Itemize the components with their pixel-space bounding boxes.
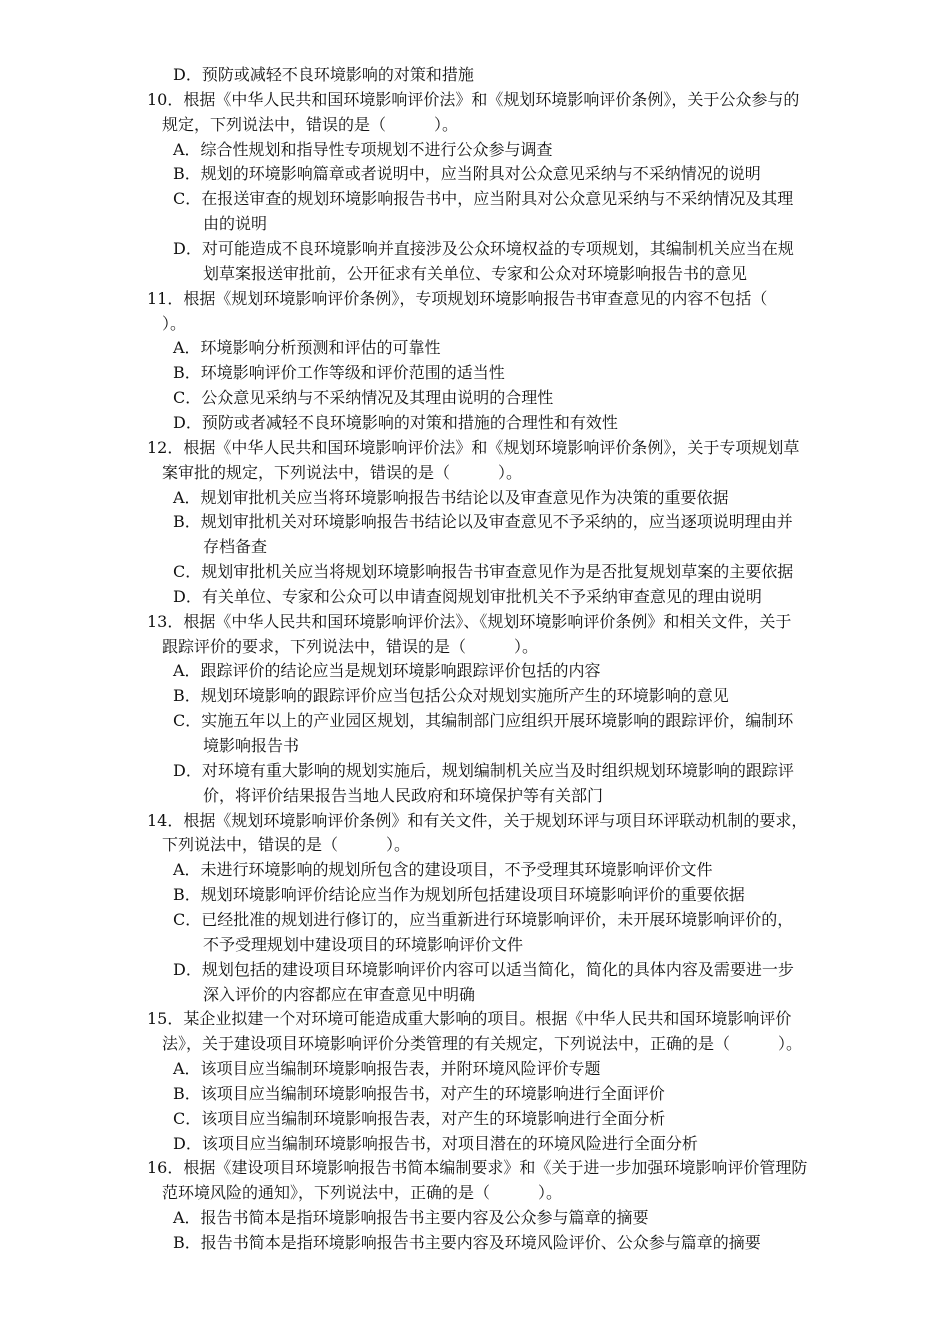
option-line: C．公众意见采纳与不采纳情况及其理由说明的合理性: [173, 388, 554, 408]
option-line: D．对可能造成不良环境影响并直接涉及公众环境权益的专项规划，其编制机关应当在规: [173, 239, 794, 258]
option-line: B．规划审批机关对环境影响报告书结论以及审查意见不予采纳的，应当逐项说明理由并: [173, 512, 793, 532]
question-line: 11．根据《规划环境影响评价条例》，专项规划环境影响报告书审查意见的内容不包括（: [147, 288, 768, 308]
option-line: D．预防或者减轻不良环境影响的对策和措施的合理性和有效性: [173, 412, 618, 432]
question-line: 14．根据《规划环境影响评价条例》和有关文件，关于规划环评与项目环评联动机制的要求，: [147, 810, 808, 830]
option-line: D．该项目应当编制环境影响报告书，对项目潜在的环境风险进行全面分析: [173, 1133, 698, 1153]
option-line: 存档备查: [203, 537, 268, 557]
option-line: 不予受理规划中建设项目的环境影响评价文件: [203, 934, 524, 954]
option-line: C．在报送审查的规划环境影响报告书中，应当附具对公众意见采纳与不采纳情况及其理: [173, 189, 794, 209]
option-line: D．预防或减轻不良环境影响的对策和措施: [173, 65, 474, 84]
question-line: 13．根据《中华人民共和国环境影响评价法》、《规划环境影响评价条例》和相关文件，关于: [147, 611, 792, 631]
option-line: D．有关单位、专家和公众可以申请查阅规划审批机关不予采纳审查意见的理由说明: [173, 586, 762, 606]
question-line: 跟踪评价的要求，下列说法中，错误的是（ ）。: [162, 636, 539, 656]
option-line: B．规划环境影响评价结论应当作为规划所包括建设项目环境影响评价的重要依据: [173, 885, 745, 905]
option-line: A．报告书简本是指环境影响报告书主要内容及公众参与篇章的摘要: [173, 1208, 649, 1228]
option-line: A．该项目应当编制环境影响报告表，并附环境风险评价专题: [173, 1059, 601, 1078]
option-line: B．该项目应当编制环境影响报告书，对产生的环境影响进行全面评价: [173, 1083, 665, 1103]
option-line: B．规划环境影响的跟踪评价应当包括公众对规划实施所产生的环境影响的意见: [173, 686, 729, 706]
option-line: B．报告书简本是指环境影响报告书主要内容及环境风险评价、公众参与篇章的摘要: [173, 1233, 761, 1252]
option-line: A．综合性规划和指导性专项规划不进行公众参与调查: [173, 139, 553, 159]
option-line: 深入评价的内容都应在审查意见中明确: [203, 984, 476, 1004]
option-line: B．环境影响评价工作等级和评价范围的适当性: [173, 363, 505, 383]
question-line: 范环境风险的通知》，下列说法中，正确的是（ ）。: [162, 1183, 563, 1203]
option-line: C．实施五年以上的产业园区规划，其编制部门应组织开展环境影响的跟踪评价，编制环: [173, 711, 794, 731]
question-line: 16．根据《建设项目环境影响报告书简本编制要求》和《关于进一步加强环境影响评价管理防: [147, 1158, 808, 1178]
option-line: 划草案报送审批前，公开征求有关单位、专家和公众对环境影响报告书的意见: [203, 263, 748, 283]
option-line: A．未进行环境影响的规划所包含的建设项目，不予受理其环境影响评价文件: [173, 860, 713, 880]
option-line: 由的说明: [203, 214, 268, 234]
option-line: 价，将评价结果报告当地人民政府和环境保护等有关部门: [203, 785, 604, 805]
option-line: D．规划包括的建设项目环境影响评价内容可以适当简化，简化的具体内容及需要进一步: [173, 959, 794, 979]
question-line: 法》，关于建设项目环境影响评价分类管理的有关规定，下列说法中，正确的是（ ）。: [162, 1034, 803, 1054]
question-line: 10．根据《中华人民共和国环境影响评价法》和《规划环境影响评价条例》，关于公众参与的: [147, 89, 800, 109]
option-line: C．已经批准的规划进行修订的，应当重新进行环境影响评价，未开展环境影响评价的，: [173, 909, 794, 929]
question-line: 案审批的规定，下列说法中，错误的是（ ）。: [162, 462, 523, 482]
option-line: C．该项目应当编制环境影响报告表，对产生的环境影响进行全面分析: [173, 1108, 666, 1128]
option-line: A．规划审批机关应当将环境影响报告书结论以及审查意见作为决策的重要依据: [173, 487, 729, 507]
question-line: 15．某企业拟建一个对环境可能造成重大影响的项目。根据《中华人民共和国环境影响评价: [147, 1009, 792, 1029]
option-line: C．规划审批机关应当将规划环境影响报告书审查意见作为是否批复规划草案的主要依据: [173, 562, 794, 581]
question-line: 规定，下列说法中，错误的是（ ）。: [162, 114, 459, 134]
option-line: A．环境影响分析预测和评估的可靠性: [173, 338, 441, 358]
question-line: 下列说法中，错误的是（ ）。: [162, 835, 411, 855]
option-line: 境影响报告书: [203, 736, 300, 755]
option-line: D．对环境有重大影响的规划实施后，规划编制机关应当及时组织规划环境影响的跟踪评: [173, 760, 794, 780]
option-line: B．规划的环境影响篇章或者说明中，应当附具对公众意见采纳与不采纳情况的说明: [173, 164, 761, 184]
option-line: A．跟踪评价的结论应当是规划环境影响跟踪评价包括的内容: [173, 661, 601, 681]
question-line: ）。: [162, 313, 187, 333]
question-line: 12．根据《中华人民共和国环境影响评价法》和《规划环境影响评价条例》，关于专项规划草: [147, 437, 800, 457]
